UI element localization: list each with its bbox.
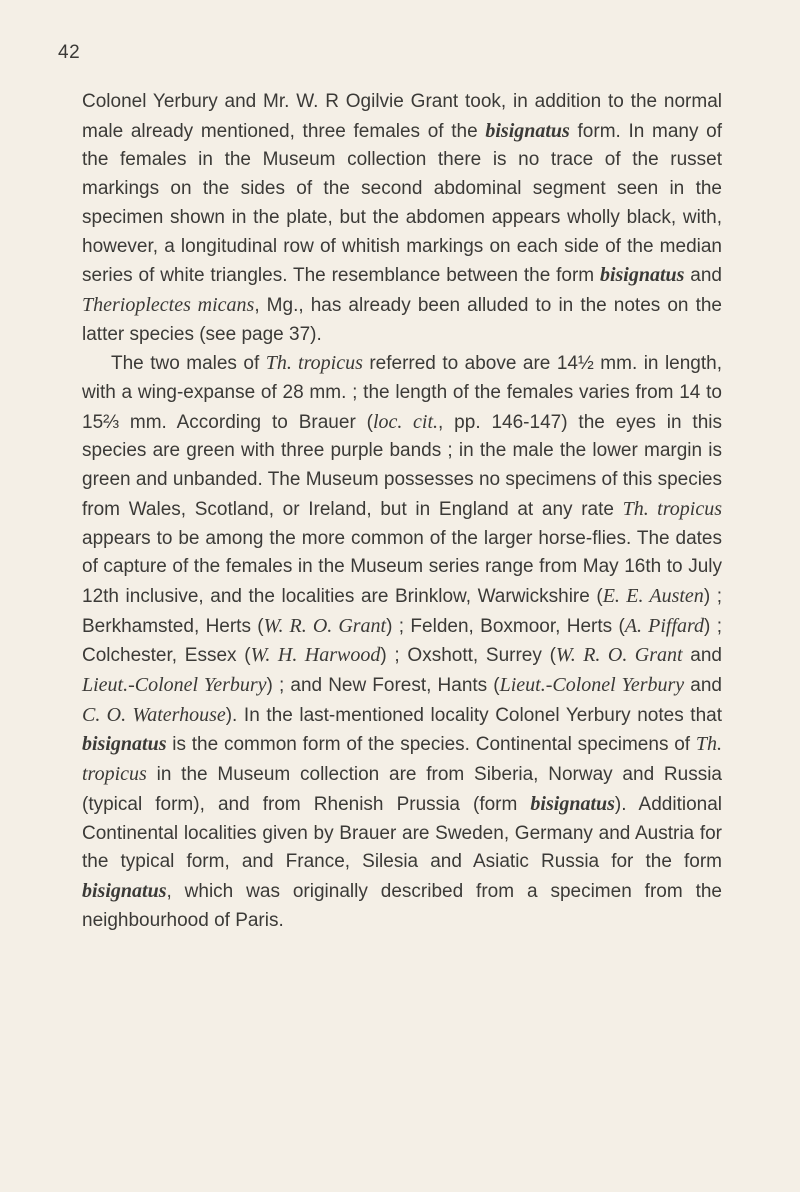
text-run: ) ; and New Forest, Hants ( bbox=[266, 675, 500, 697]
text-run: appears to be among the more common of the larger horse-flies. The dates of capture of the females in the Museum series range from May 16th to July 12th inclusive, and the localities are Brinklow, Warwickshire ( bbox=[82, 527, 722, 607]
page-number: 42 bbox=[58, 42, 81, 63]
italic-text: Th. tropicus bbox=[82, 733, 722, 786]
italic-text: E. E. Austen bbox=[602, 584, 704, 607]
italic-text: W. R. O. Grant bbox=[555, 644, 683, 667]
body-text bbox=[82, 88, 722, 935]
text-run: and bbox=[684, 675, 722, 697]
text-run: ) ; Colchester, Essex ( bbox=[82, 615, 722, 667]
species-name: bisignatus bbox=[82, 733, 167, 756]
text-run: is the common form of the species. Continental specimens of bbox=[166, 734, 696, 756]
text-run: form. In many of the females in the Museum collection there is no trace of the russet markings on the sides of the second abdominal segment seen in the specimen shown in the plate, but the abdomen appears wholly black, with, however, a longitudinal row of whitish markings on each side of the median series of white triangles. The resemblance between the form bbox=[82, 120, 722, 287]
italic-text: W. H. Harwood bbox=[250, 644, 381, 667]
paragraph bbox=[82, 349, 722, 935]
species-name: bisignatus bbox=[485, 119, 570, 142]
species-name: bisignatus bbox=[530, 792, 615, 815]
text-run: Colonel Yerbury and Mr. W. R Ogilvie Grant took, in addition to the normal male already mentioned, three females of the bbox=[82, 91, 722, 142]
italic-text: Therioplectes micans bbox=[82, 293, 255, 316]
text-run: , which was originally described from a specimen from the neighbourhood of Paris. bbox=[82, 880, 722, 931]
text-run: ) ; Berkhamsted, Herts ( bbox=[82, 585, 722, 637]
italic-text: Lieut.-Colonel Yerbury bbox=[499, 674, 685, 697]
species-name: bisignatus bbox=[599, 264, 685, 287]
italic-text: W. R. O. Grant bbox=[263, 614, 387, 637]
italic-text: Th. tropicus bbox=[265, 352, 363, 375]
italic-text: Th. tropicus bbox=[622, 497, 722, 520]
text-run: in the Museum collection are from Siberia, Norway and Russia (typical form), and from Rhenish Prussia (form bbox=[82, 764, 722, 815]
text-run: The two males of bbox=[111, 353, 266, 375]
paragraph bbox=[82, 88, 722, 349]
text-run: , pp. 146-147) the eyes in this species are green with three purple bands ; in the male the lower margin is green and unbanded. The Museum possesses no specimens of this species from Wales, Scotland, or Ireland, but in England at any rate bbox=[82, 411, 722, 520]
text-run: and bbox=[684, 265, 722, 287]
italic-text: C. O. Waterhouse bbox=[82, 703, 226, 726]
italic-text: loc. cit. bbox=[372, 410, 439, 433]
text-run: ) ; Felden, Boxmoor, Herts ( bbox=[386, 615, 625, 637]
species-name: bisignatus bbox=[82, 879, 167, 902]
text-run: ). In the last-mentioned locality Colonel Yerbury notes that bbox=[225, 704, 722, 726]
text-run: referred to above are 14½ mm. in length, with a wing-expanse of 28 mm. ; the length of the females varies from 14 to 15⅔ mm. According to Brauer ( bbox=[82, 353, 723, 433]
text-run: , Mg., has already been alluded to in the notes on the latter species (see page 37). bbox=[82, 294, 722, 345]
text-run: ) ; Oxshott, Surrey ( bbox=[380, 645, 556, 667]
text-run: ). Additional Continental localities given by Brauer are Sweden, Germany and Austria for the typical form, and France, Silesia and Asiatic Russia for the form bbox=[82, 793, 722, 873]
text-run: and bbox=[682, 645, 722, 667]
italic-text: A. Piffard bbox=[624, 614, 705, 637]
italic-text: Lieut.-Colonel Yerbury bbox=[82, 674, 267, 697]
